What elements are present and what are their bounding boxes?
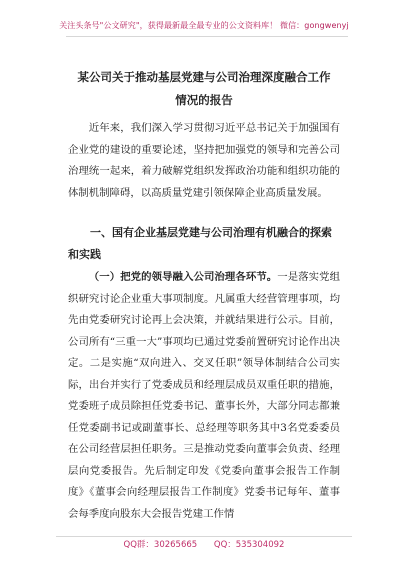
footer-contacts: [0, 538, 408, 550]
document-title: 某公司关于推动基层党建与公司治理深度融合工作情况的报告: [77, 70, 331, 107]
subsection-1-body: 一是落实党组织研究讨论企业重大事项制度。凡属重大经营管理事项，均先由党委研究讨论再上会决策，并就结果进行公示。目前，公司所有“三重一大”事项均已通过党委前置研究讨论作出决定。二是实施“双向进入、交叉任职”领导体制结合公司实际，出台并实行了党委成员和经理层成员双重任职的措施，党委班子成员除担任党委书记、董事长外，大部分同志都兼任党委副书记或副董事长、总经理等职务其中3名党委委员在公司经营层担任职务。三是推动党委向董事会负责、经理层向党委报告。先后制定印发《党委向董事会报告工作制度》《董事会向经理层报告工作制度》党委书记每年、董事会每季度向股东大会报告党建工作情: [68, 271, 341, 520]
subsection-1-heading: （一）把党的领导融入公司治理各环节。: [88, 271, 278, 283]
section-heading-1: 一、国有企业基层党建与公司治理有机融合的探索和实践: [68, 226, 332, 261]
header-promo-note: 关注头条号"公文研究"，获得最新最全最专业的公文资料库！ 微信：gongwenyj: [59, 21, 349, 30]
intro-paragraph: 近年来，我们深入学习贯彻习近平总书记关于加强国有企业党的建设的重要论述，坚持把加强党的领导和完善公司治理统一起来，着力破解党组织发挥政治功能和组织功能的体制机制障碍，以高质量党建引领保障企业高质量发展。: [68, 122, 340, 199]
footer-qq: QQ：535304092: [213, 540, 285, 550]
footer-divider: [56, 536, 352, 537]
subsection-1-paragraph: [68, 267, 340, 525]
header-divider: [66, 36, 348, 37]
footer-qq-group: QQ群：30265665: [123, 540, 198, 550]
